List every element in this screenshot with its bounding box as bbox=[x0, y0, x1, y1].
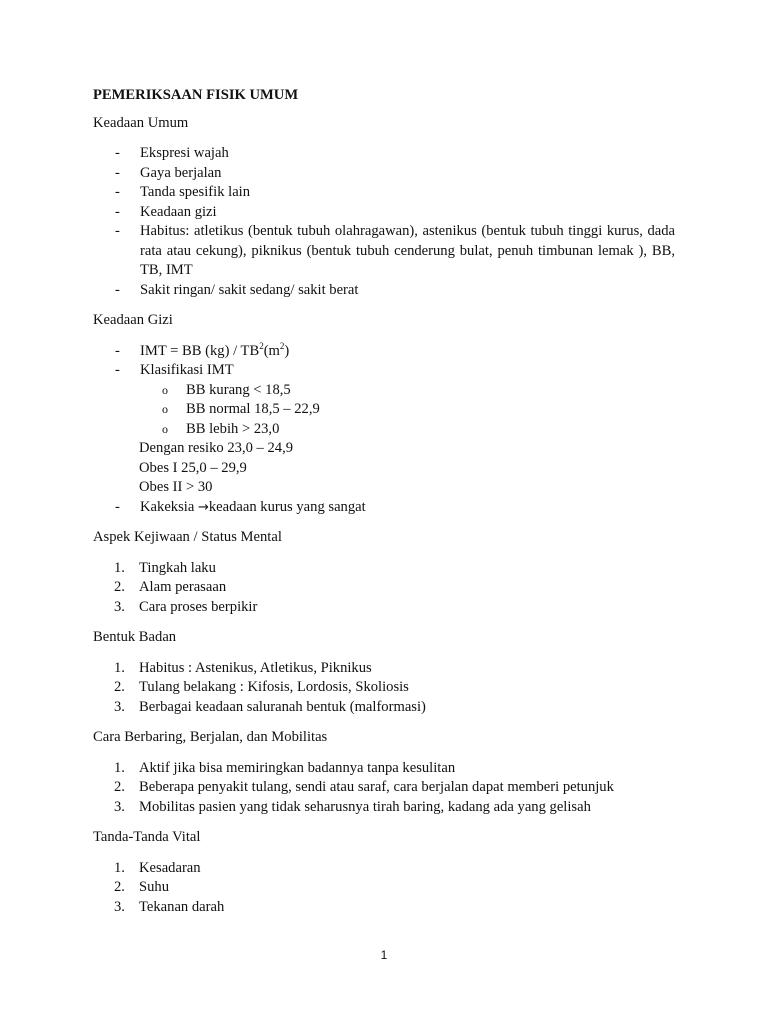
keadaan-umum-list bbox=[93, 144, 675, 300]
section-heading-aspek-kejiwaan: Aspek Kejiwaan / Status Mental bbox=[93, 529, 282, 545]
tanda-vital-list bbox=[93, 859, 675, 918]
section-heading-cara-berbaring: Cara Berbaring, Berjalan, dan Mobilitas bbox=[93, 729, 328, 745]
sub-list-item: o BB kurang < 18,5 bbox=[93, 381, 675, 401]
aspek-kejiwaan-list bbox=[93, 559, 675, 618]
bentuk-badan-list bbox=[93, 659, 675, 718]
list-item: - Klasifikasi IMT bbox=[115, 362, 234, 378]
list-item: - Ekspresi wajah bbox=[115, 145, 229, 161]
circle-bullet-icon: o bbox=[162, 421, 168, 436]
list-item: - Gaya berjalan bbox=[115, 164, 222, 181]
classification-line: Obes II > 30 bbox=[139, 479, 213, 495]
list-item: 2. Tulang belakang : Kifosis, Lordosis, Skoliosis bbox=[114, 679, 409, 695]
circle-bullet-icon: o bbox=[162, 402, 168, 416]
right-arrow-icon: → bbox=[197, 499, 209, 515]
classification-line: Obes I 25,0 – 29,9 bbox=[139, 459, 247, 476]
list-item: - Habitus: atletikus (bentuk tubuh olahragawan), astenikus (bentuk tubuh tinggi kurus, dada rata atau cekung), piknikus (bentuk tubuh cenderung bulat, penuh timbunan lemak ), BB, TB, IMT bbox=[115, 223, 675, 278]
section-heading-bentuk-badan: Bentuk Badan bbox=[93, 629, 177, 645]
page-title: PEMERIKSAAN FISIK UMUM bbox=[93, 87, 299, 103]
list-item: 1. Habitus : Astenikus, Atletikus, Piknikus bbox=[114, 659, 372, 676]
list-item: - Sakit ringan/ sakit sedang/ sakit berat bbox=[115, 281, 359, 298]
section-heading-keadaan-umum: Keadaan Umum bbox=[93, 114, 189, 131]
section-heading-keadaan-gizi: Keadaan Gizi bbox=[93, 312, 173, 328]
list-item: - Kakeksia →keadaan kurus yang sangat bbox=[115, 498, 366, 515]
list-item: 1. Kesadaran bbox=[114, 859, 201, 876]
list-item: 3. Cara proses berpikir bbox=[114, 598, 258, 615]
keadaan-gizi-list bbox=[93, 342, 675, 518]
list-item: 2. Beberapa penyakit tulang, sendi atau saraf, cara berjalan dapat memberi petunjuk bbox=[114, 779, 614, 795]
list-item: 3. Berbagai keadaan saluranah bentuk (malformasi) bbox=[114, 698, 426, 715]
sub-list-item: o BB lebih > 23,0 bbox=[93, 420, 675, 440]
list-item: 3. Tekanan darah bbox=[114, 898, 225, 915]
classification-line: Dengan resiko 23,0 – 24,9 bbox=[139, 440, 294, 456]
cara-berbaring-list bbox=[93, 759, 675, 818]
list-item: 2. Suhu bbox=[114, 879, 170, 895]
section-heading-tanda-vital: Tanda-Tanda Vital bbox=[93, 829, 201, 845]
imt-formula: - IMT = BB $(kg) / TB^2(m^2)$ bbox=[115, 340, 290, 359]
list-item: - Tanda spesifik lain bbox=[115, 184, 251, 200]
list-item: 3. Mobilitas pasien yang tidak seharusnya tirah baring, kadang ada yang gelisah bbox=[114, 798, 591, 815]
list-item: 1. Aktif jika bisa memiringkan badannya tanpa kesulitan bbox=[114, 759, 456, 776]
list-item: - Keadaan gizi bbox=[115, 203, 217, 220]
page-number: 1 bbox=[380, 948, 388, 962]
page-content bbox=[93, 86, 675, 928]
list-item: 2. Alam perasaan bbox=[114, 579, 227, 595]
circle-bullet-icon: o bbox=[162, 382, 168, 397]
list-item: 1. Tingkah laku bbox=[114, 559, 216, 576]
sub-list-item: o BB normal 18,5 – 22,9 bbox=[93, 400, 675, 420]
